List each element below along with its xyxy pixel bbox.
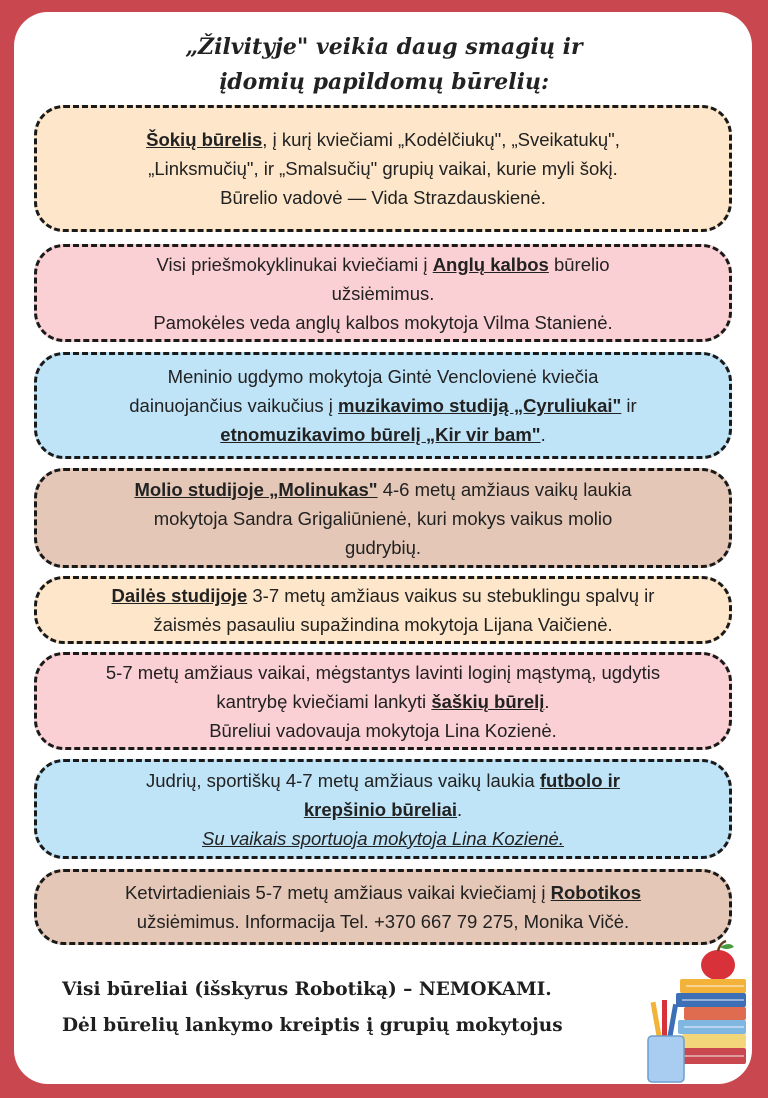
box6-text: kantrybę kviečiami lankyti	[216, 690, 432, 712]
box2-line2: užsiėmimus.	[331, 282, 435, 304]
robotics-club-link: Robotikos	[550, 882, 642, 903]
box4-line2: mokytoja Sandra Grigaliūnienė, kuri mokys vaikus molio	[153, 507, 613, 529]
poster-title	[0, 30, 768, 100]
box8-line1	[55, 878, 711, 907]
box4-line3: gudrybių.	[344, 536, 422, 558]
box7-line1	[55, 766, 711, 795]
english-club-link: Anglų kalbos	[432, 253, 549, 275]
box4-text: 4-6 metų amžiaus vaikų laukia	[377, 478, 632, 500]
title-line-1: „Žilvityje" veikia daug smagių ir	[185, 34, 583, 60]
box1-line2: „Linksmučių", ir „Smalsučių" grupių vaikai, kurie myli šokį.	[148, 158, 618, 179]
box1-line3: Būrelio vadovė — Vida Strazdauskienė.	[220, 187, 546, 208]
box7-text: Judrių, sportiškų 4-7 metų amžiaus vaikų laukia	[146, 769, 540, 791]
box1-line1	[55, 125, 711, 154]
box7-line3: Su vaikais sportuoja mokytoja Lina Kozienė.	[202, 827, 564, 849]
box6-line3: Būreliui vadovauja mokytoja Lina Kozienė.	[209, 719, 557, 741]
box4-line1	[55, 475, 711, 504]
footer-line-1: Visi būreliai (išskyrus Robotiką) – NEMOKAMI.	[62, 979, 552, 1000]
music-studio-link: muzikavimo studiją „Cyruliukai"	[338, 395, 622, 416]
football-club-link: futbolo ir	[539, 769, 620, 791]
ethno-club-link: etnomuzikavimo būrelį „Kir vir bam"	[220, 424, 541, 445]
box8-text: Ketvirtadieniais 5-7 metų amžiaus vaikai kviečiamį į	[124, 882, 551, 903]
title-line-2: įdomių papildomų būrelių:	[218, 69, 550, 95]
club-box-english	[34, 244, 732, 342]
box3-text-end: .	[540, 424, 546, 445]
box5-text: 3-7 metų amžiaus vaikus su stebuklingu spalvų ir	[247, 585, 655, 606]
club-box-dance	[34, 105, 732, 232]
box8-line2: užsiėmimus. Informacija Tel. +370 667 79 275, Monika Vičė.	[136, 911, 630, 932]
box5-line2: žaismės pasauliu supažindina mokytoja Lijana Vaičienė.	[153, 614, 613, 635]
basketball-club-link: krepšinio būreliai	[303, 798, 458, 820]
club-box-art	[34, 576, 732, 644]
box2-text: Visi priešmokyklinukai kviečiami į	[156, 253, 433, 275]
box3-text-post: ir	[621, 395, 637, 416]
art-studio-link: Dailės studijoje	[111, 585, 248, 606]
footer-line-2: Dėl būrelių lankymo kreiptis į grupių mokytojus	[62, 1015, 563, 1036]
box2-line3: Pamokėles veda anglų kalbos mokytoja Vilma Stanienė.	[153, 311, 613, 333]
club-box-music	[34, 352, 732, 459]
box5-line1	[55, 581, 711, 610]
club-box-robotics	[34, 869, 732, 945]
box1-text: , į kurį kviečiami „Kodėlčiukų", „Sveikatukų",	[262, 129, 620, 150]
box7-text-post: .	[457, 798, 463, 820]
club-box-sports	[34, 759, 732, 859]
box3-line2	[55, 391, 711, 420]
box6-text-post: .	[544, 690, 550, 712]
box3-line1: Meninio ugdymo mokytoja Gintė Venclovienė kviečia	[167, 366, 599, 387]
box2-line1	[55, 250, 711, 279]
box6-line1: 5-7 metų amžiaus vaikai, mėgstantys lavinti loginį mąstymą, ugdytis	[105, 661, 661, 683]
club-box-clay	[34, 468, 732, 568]
box3-line3	[55, 420, 711, 449]
club-box-checkers	[34, 652, 732, 750]
box3-text: dainuojančius vaikučius į	[129, 395, 339, 416]
dance-club-link: Šokių būrelis	[146, 129, 263, 150]
clay-studio-link: Molio studijoje „Molinukas"	[134, 478, 378, 500]
box7-line2	[55, 795, 711, 824]
box2-text-post: būrelio	[548, 253, 610, 275]
checkers-club-link: šaškių būrelį	[431, 690, 545, 712]
box6-line2	[55, 687, 711, 716]
pencil-cup-icon	[640, 1000, 690, 1085]
